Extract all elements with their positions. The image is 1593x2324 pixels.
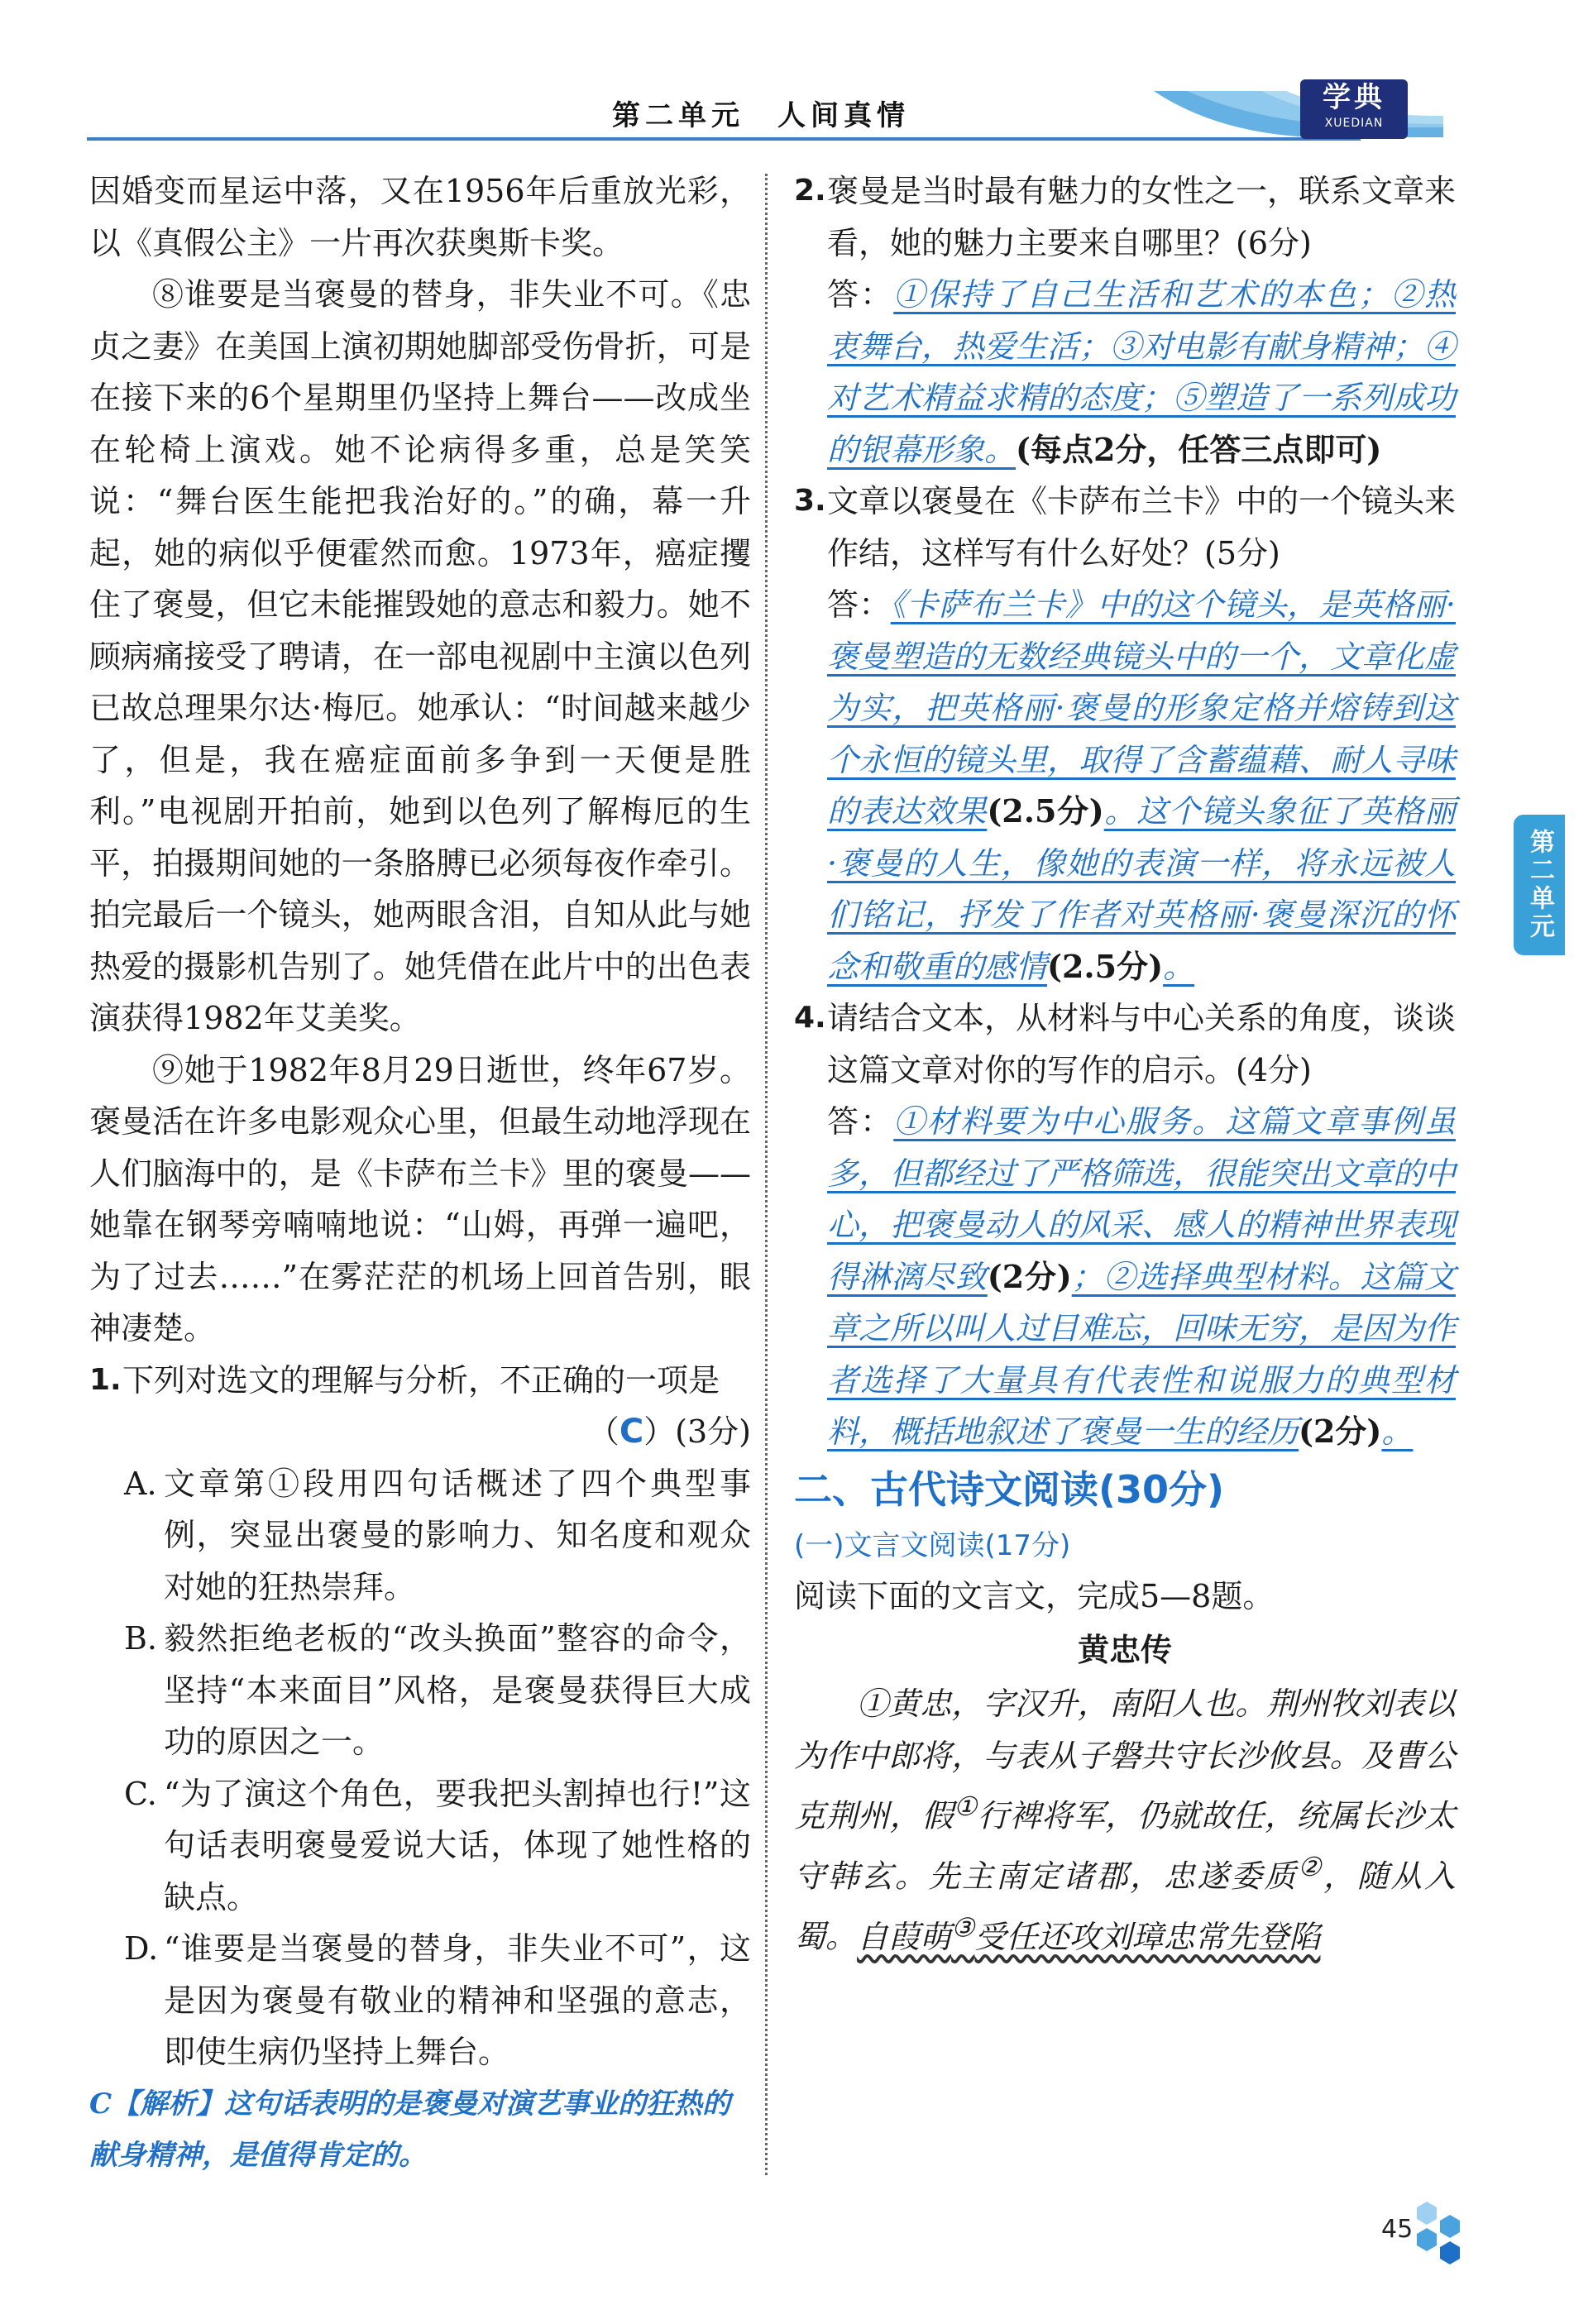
- option-b: [89, 1613, 751, 1768]
- header-rule: [87, 137, 1361, 141]
- footnote-mark: ③: [951, 1913, 975, 1944]
- option-text: 文章第①段用四句话概述了四个典型事例，突显出褒曼的影响力、知名度和观众对她的狂热崇拜。: [164, 1465, 751, 1605]
- wavy-underlined-text: [857, 1913, 1321, 1955]
- question-number: 2.: [794, 174, 826, 208]
- question-stem-text: 下列对选文的理解与分析，不正确的一项是: [122, 1361, 720, 1399]
- unit-side-tab: 第二单元: [1514, 815, 1565, 955]
- left-column: [89, 165, 751, 2182]
- footnote-mark: ①: [953, 1792, 978, 1822]
- option-text: “谁要是当褒曼的替身，非失业不可”，这是因为褒曼有敬业的精神和坚强的意志，即使生病仍坚持上舞台。: [164, 1930, 751, 2070]
- answer-end: 。: [1381, 1413, 1414, 1450]
- page-number: 45: [1381, 2215, 1414, 2244]
- question-2: [794, 165, 1456, 476]
- question-stem: [122, 1355, 751, 1451]
- footnote-mark: ②: [1298, 1853, 1324, 1883]
- option-text: “为了演这个角色，要我把头割掉也行!”这句话表明褒曼爱说大话，体现了她性格的缺点。: [164, 1775, 751, 1915]
- option-label: C.: [124, 1775, 157, 1812]
- classical-text: ，随从入蜀。: [794, 1858, 1456, 1955]
- hexagon-decoration: [1410, 2200, 1468, 2266]
- option-a: [89, 1458, 751, 1614]
- paren-open: （: [587, 1413, 620, 1450]
- paren-close-score: ）(3分): [643, 1413, 751, 1450]
- option-d: [89, 1923, 751, 2078]
- classical-text: ①黄忠，字汉升，南阳人也。荆州牧刘表以为作中郎将，与表从子磐共守长沙攸县。及曹公克荆州，假: [794, 1686, 1456, 1834]
- score-note: (2.5分): [1047, 947, 1164, 985]
- answer-explanation: C【解析】这句话表明的是褒曼对演艺事业的狂热的献身精神，是值得肯定的。: [89, 2087, 731, 2172]
- score-note: (每点2分，任答三点即可): [1016, 430, 1382, 468]
- answer-block: [827, 1096, 1456, 1458]
- question-number: 3.: [794, 484, 826, 518]
- answer-block: [827, 579, 1456, 992]
- score-note: (2分): [987, 1257, 1072, 1295]
- paragraph-continued: 因婚变而星运中落，又在1956年后重放光彩，以《真假公主》一片再次获奥斯卡奖。: [89, 173, 751, 261]
- classical-text: 行裨将军，仍就故任，统属长沙太守韩玄。先主南定诸郡，忠遂委质: [794, 1797, 1456, 1895]
- answer-label: 答：: [827, 276, 894, 313]
- subsection-title: (一)文言文阅读(17分): [794, 1528, 1071, 1562]
- answer-text: 。这个镜头象征了英格丽·褒曼的人生，像她的表演一样，将永远被人们铭记，抒发了作者对英格丽·褒曼深沉的怀念和敬重的感情: [827, 793, 1456, 985]
- paragraph-9: ⑨她于1982年8月29日逝世，终年67岁。褒曼活在许多电影观众心里，但最生动地浮现在人们脑海中的，是《卡萨布兰卡》里的褒曼——她靠在钢琴旁喃喃地说：“山姆，再弹一遍吧，为了过去……”在雾茫茫的机场上回首告别，眼神凄楚。: [89, 1051, 751, 1346]
- question-number: 4.: [794, 1001, 826, 1035]
- classical-paragraph-1: [794, 1678, 1456, 1963]
- option-text: 毅然拒绝老板的“改头换面”整容的命令，坚持“本来面目”风格，是褒曼获得巨大成功的原因之一。: [164, 1620, 751, 1760]
- answer-text: ；②选择典型材料。这篇文章之所以叫人过目难忘，回味无穷，是因为作者选择了大量具有代表性和说服力的典型材料，概括地叙述了褒曼一生的经历: [827, 1258, 1457, 1450]
- question-1: [89, 1355, 751, 1458]
- answer-label: 答：: [827, 1103, 894, 1140]
- answer-text: 《卡萨布兰卡》中的这个镜头，是英格丽·褒曼塑造的无数经典镜头中的一个，文章化虚为实，把英格丽·褒曼的形象定格并熔铸到这个永恒的镜头里，取得了含蓄蕴藉、耐人寻味的表达效果: [827, 586, 1457, 830]
- publisher-logo: [1300, 79, 1408, 139]
- score-note: (2分): [1299, 1413, 1382, 1450]
- article-title: 黄忠传: [1077, 1632, 1172, 1668]
- classical-text: 自葭萌: [857, 1918, 952, 1955]
- question-3: [794, 476, 1456, 992]
- option-c: [89, 1768, 751, 1924]
- answer-text: ①材料要为中心服务。这篇文章事例虽多，但都经过了严格筛选，很能突出文章的中心，把褒曼动人的风采、感人的精神世界表现得淋漓尽致: [827, 1103, 1457, 1295]
- logo-subtext: XUEDIAN: [1324, 117, 1384, 130]
- question-stem: 褒曼是当时最有魅力的女性之一，联系文章来看，她的魅力主要来自哪里？(6分): [827, 173, 1457, 261]
- question-stem: 请结合文本，从材料与中心关系的角度，谈谈这篇文章对你的写作的启示。(4分): [827, 1000, 1457, 1088]
- page-header-title: 第二单元 人间真情: [612, 99, 910, 132]
- question-number: 1.: [89, 1362, 122, 1397]
- answer-text: ①保持了自己生活和艺术的本色；②热衷舞台，热爱生活；③对电影有献身精神；④对艺术精益求精的态度；⑤塑造了一系列成功的银幕形象。: [827, 276, 1457, 468]
- choice-answer: C: [619, 1413, 644, 1451]
- column-divider: [765, 174, 768, 2175]
- logo-text: 学典: [1323, 81, 1385, 114]
- answer-end: 。: [1163, 948, 1195, 985]
- reading-instruction: 阅读下面的文言文，完成5—8题。: [794, 1577, 1275, 1614]
- option-label: B.: [124, 1620, 158, 1657]
- option-label: A.: [124, 1465, 157, 1502]
- paragraph-8: ⑧谁要是当褒曼的替身，非失业不可。《忠贞之妻》在美国上演初期她脚部受伤骨折，可是在接下来的6个星期里仍坚持上舞台——改成坐在轮椅上演戏。她不论病得多重，总是笑笑说：“舞台医生能把我治好的。”的确，幕一升起，她的病似乎便霍然而愈。1973年，癌症攫住了褒曼，但它未能摧毁她的意志和毅力。她不顾病痛接受了聘请，在一部电视剧中主演以色列已故总理果尔达·梅厄。她承认：“时间越来越少了，但是，我在癌症面前多争到一天便是胜利。”电视剧开拍前，她到以色列了解梅厄的生平，拍摄期间她的一条胳膊已必须每夜作牵引。拍完最后一个镜头，她两眼含泪，自知从此与她热爱的摄影机告别了。她凭借在此片中的出色表演获得1982年艾美奖。: [89, 276, 751, 1036]
- answer-block: [827, 269, 1456, 476]
- question-4: [794, 992, 1456, 1458]
- classical-text: 受任还攻刘璋忠常先登陷: [974, 1918, 1321, 1955]
- question-stem: 文章以褒曼在《卡萨布兰卡》中的一个镜头来作结，这样写有什么好处？(5分): [827, 483, 1457, 571]
- option-label: D.: [124, 1930, 159, 1967]
- answer-bracket: [588, 1406, 751, 1458]
- section-title: 二、古代诗文阅读(30分): [794, 1466, 1225, 1512]
- answer-label: 答：: [827, 586, 891, 623]
- score-note: (2.5分): [987, 792, 1104, 830]
- right-column: [794, 165, 1456, 1963]
